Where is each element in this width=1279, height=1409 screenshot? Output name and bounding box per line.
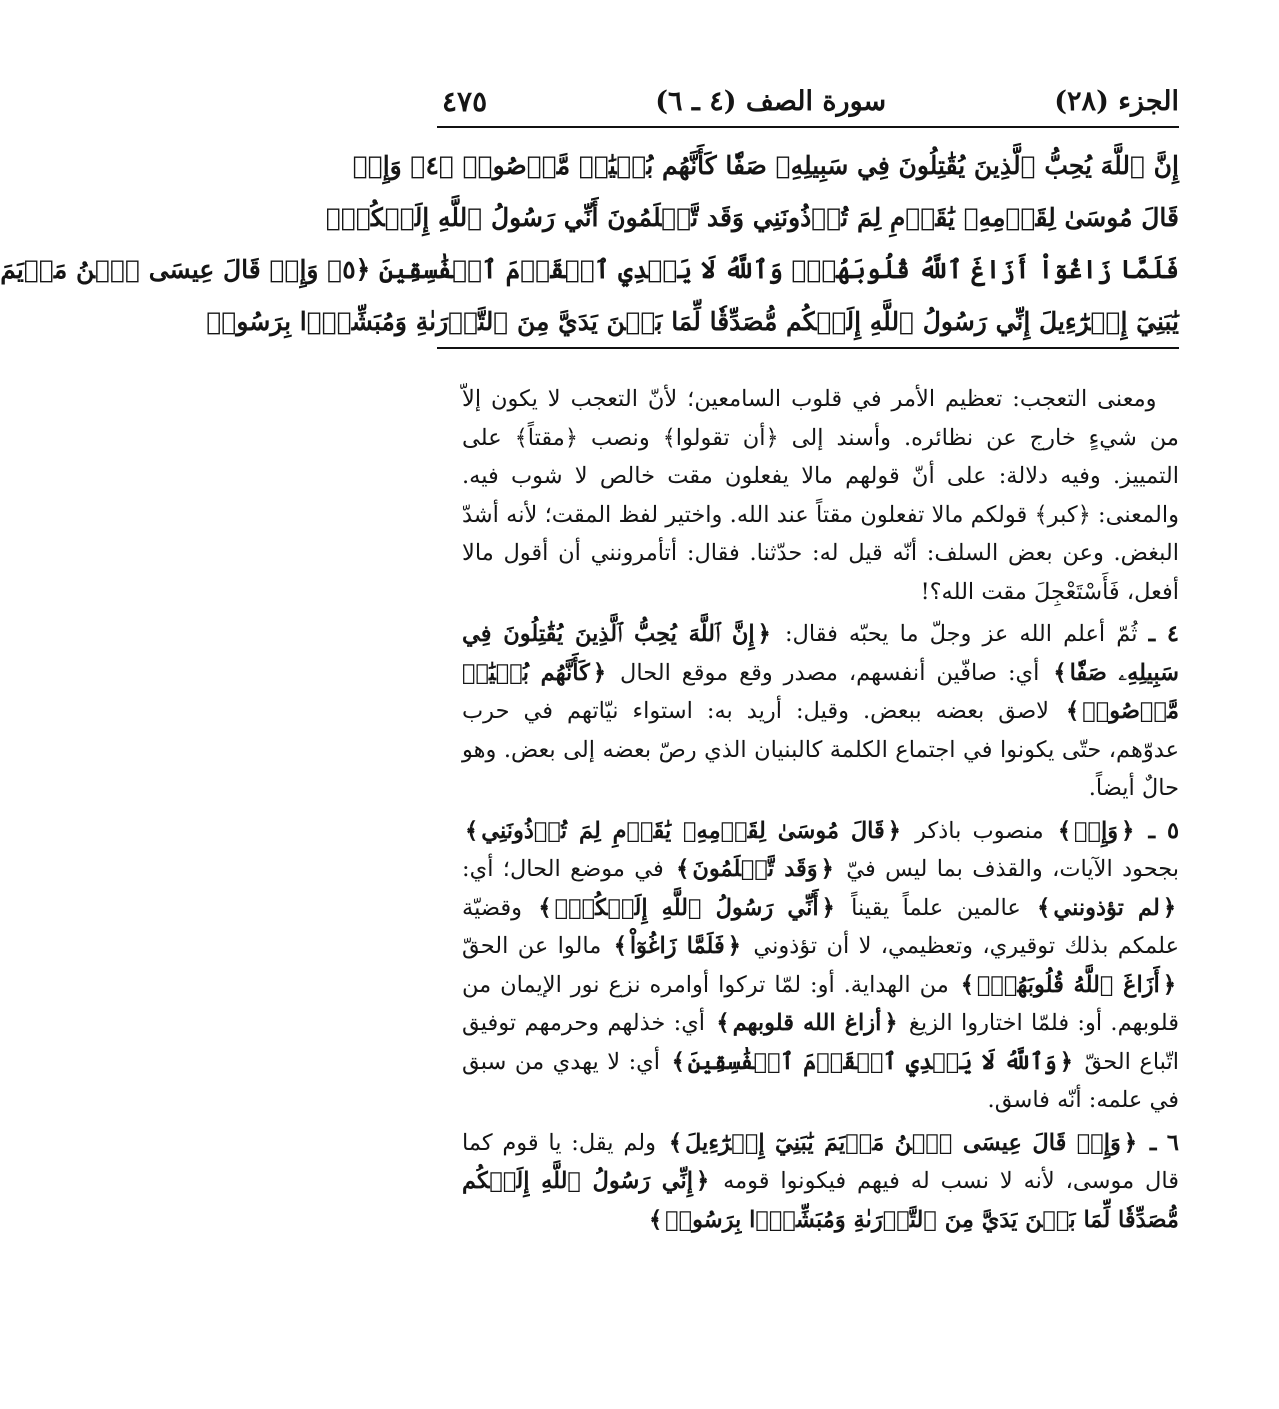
quran-quote: وَإِذۡ قَالَ عِيسَى ٱبۡنُ مَرۡيَمَ يَٰبَنِيٓ إِسۡرَٰٓءِيلَ [685, 1129, 1121, 1156]
quran-line: يَٰبَنِيٓ إِسۡرَٰٓءِيلَ إِنِّي رَسُولُ ٱللَّهِ إِلَيۡكُم مُّصَدِّقٗا لِّمَا بَيۡنَ يَدَيَّ مِنَ ٱلتَّوۡرَىٰةِ وَمُبَشِّرَۢا بِرَسُولٖ [206, 307, 1179, 336]
quran-quote: وَقَد تَّعۡلَمُونَ [692, 856, 818, 882]
surah-title: سورة الصف (٤ ـ ٦) [655, 85, 887, 117]
commentary-block [462, 380, 1179, 1239]
quran-quote: أَنِّي رَسُولُ ٱللَّهِ إِلَيۡكُمۡۖ [554, 894, 819, 921]
page-number: ٤٧٥ [442, 84, 488, 118]
quran-quote: وَٱللَّهُ لَا يَهۡدِي ٱلۡقَوۡمَ ٱلۡفَٰسِقِينَ [687, 1048, 1057, 1075]
verse-number: ٦ ـ [1149, 1129, 1180, 1156]
quran-quote: وَإِذۡ [1074, 817, 1119, 844]
page-header [442, 78, 1179, 124]
verse-number: ٤ ـ [1148, 621, 1180, 647]
quran-quote: فَلَمَّا زَاغُوٓاْ [629, 933, 725, 959]
commentary-intro: ومعنى التعجب: تعظيم الأمر في قلوب السامعين؛ لأنّ التعجب لا يكون إلاّ من شيءٍ خارج عن نظائره. وأسند إلى ﴿أن تقولوا﴾ ونصب ﴿مقتاً﴾ على التمييز. وفيه دلالة: على أنّ قولهم مالا يفعلون مقت خالص لا شوب فيه. والمعنى: ﴿كبر﴾ قولكم مالا تفعلون مقتاً عند الله. واختير لفظ المقت؛ لأنه أشدّ البغض. وعن بعض السلف: أنّه قيل له: حدّثنا. فقال: أتأمرونني أن أقول مالا أفعل، فَأَسْتَعْجِلَ مقت الله؟! [462, 386, 1179, 605]
quran-quote: لم تؤذونني [1053, 894, 1160, 921]
quran-quote: إِنِّي رَسُولُ ٱللَّهِ إِلَيۡكُم مُّصَدِّقٗا لِّمَا بَيۡنَ يَدَيَّ مِنَ ٱلتَّوۡرَىٰةِ وَمُبَشِّرَۢا بِرَسُولٖ [462, 1168, 1179, 1233]
quran-quote: أزاغ الله قلوبهم [732, 1010, 882, 1036]
quran-quote: إِنَّ ٱللَّهَ يُحِبُّ ٱلَّذِينَ يُقَٰتِلُونَ فِي سَبِيلِهِۦ صَفّٗا [462, 621, 1180, 686]
quran-line: قَالَ مُوسَىٰ لِقَوۡمِهِۦ يَٰقَوۡمِ لِمَ تُؤۡذُونَنِي وَقَد تَّعۡلَمُونَ أَنِّي رَسُولُ ٱللَّهِ إِلَيۡكُمۡۖ [325, 203, 1179, 232]
quran-separator-rule [437, 347, 1179, 349]
commentary-verse-4: ٤ ـ ثُمّ أعلم الله عز وجلّ ما يحبّه فقال: ﴿إِنَّ ٱللَّهَ يُحِبُّ ٱلَّذِينَ يُقَٰتِلُونَ فِي سَبِيلِهِۦ صَفّٗا﴾ أي: صافّين أنفسهم، مصدر وقع موقع الحال ﴿كَأَنَّهُم بُنۡيَٰنٞ مَّرۡصُوصٞ﴾ لاصق بعضه ببعض. وقيل: أريد به: استواء نيّاتهم في حرب عدوّهم، حتّى يكونوا في اجتماع الكلمة كالبنيان الذي رصّ بعضه إلى بعض. وهو حالٌ أيضاً. [462, 621, 1180, 801]
commentary-verse-5: ٥ ـ ﴿وَإِذۡ﴾ منصوب باذكر ﴿قَالَ مُوسَىٰ لِقَوۡمِهِۦ يَٰقَوۡمِ لِمَ تُؤۡذُونَنِي﴾ بجحود الآيات، والقذف بما ليس فيّ ﴿وَقَد تَّعۡلَمُونَ﴾ في موضع الحال؛ أي: ﴿لم تؤذونني﴾ عالمين علماً يقيناً ﴿أَنِّي رَسُولُ ٱللَّهِ إِلَيۡكُمۡۖ﴾ وقضيّة علمكم بذلك توقيري، وتعظيمي، لا أن تؤذوني ﴿فَلَمَّا زَاغُوٓاْ﴾ مالوا عن الحقّ ﴿أَزَاغَ ٱللَّهُ قُلُوبَهُمۡۚ﴾ من الهداية. أو: لمّا تركوا أوامره نزع نور الإيمان من قلوبهم. أو: فلمّا اختاروا الزيغ ﴿أزاغ الله قلوبهم﴾ أي: خذلهم وحرمهم توفيق اتّباع الحقّ ﴿وَٱللَّهُ لَا يَهۡدِي ٱلۡقَوۡمَ ٱلۡفَٰسِقِينَ﴾ أي: لا يهدي من سبق في علمه: أنّه فاسق. [462, 817, 1180, 1113]
quran-quote: كَأَنَّهُم بُنۡيَٰنٞ مَّرۡصُوصٞ [462, 659, 1179, 724]
quran-quote: قَالَ مُوسَىٰ لِقَوۡمِهِۦ يَٰقَوۡمِ لِمَ تُؤۡذُونَنِي [481, 817, 885, 844]
quran-line: فَلَمَّا زَاغُوٓاْ أَزَاغَ ٱللَّهُ قُلُوبَهُمۡۚ وَٱللَّهُ لَا يَهۡدِي ٱلۡقَوۡمَ ٱلۡفَٰسِقِينَ ﴿٥﴾ وَإِذۡ قَالَ عِيسَى ٱبۡنُ مَرۡيَمَ [0, 255, 1179, 284]
quran-text-block [0, 140, 1179, 350]
verse-number: ٥ ـ [1148, 817, 1180, 844]
commentary-verse-6: ٦ ـ ﴿وَإِذۡ قَالَ عِيسَى ٱبۡنُ مَرۡيَمَ يَٰبَنِيٓ إِسۡرَٰٓءِيلَ﴾ ولم يقل: يا قوم كما قال موسى، لأنه لا نسب له فيهم فيكونوا قومه ﴿إِنِّي رَسُولُ ٱللَّهِ إِلَيۡكُم مُّصَدِّقٗا لِّمَا بَيۡنَ يَدَيَّ مِنَ ٱلتَّوۡرَىٰةِ وَمُبَشِّرَۢا بِرَسُولٖ﴾ [462, 1129, 1180, 1233]
quran-quote: أَزَاغَ ٱللَّهُ قُلُوبَهُمۡۚ [976, 971, 1160, 998]
juz-label: الجزء (٢٨) [1054, 85, 1179, 117]
quran-line: إِنَّ ٱللَّهَ يُحِبُّ ٱلَّذِينَ يُقَٰتِلُونَ فِي سَبِيلِهِۦ صَفّٗا كَأَنَّهُم بُنۡيَٰنٞ مَّرۡصُوصٞ ﴿٤﴾ وَإِذۡ [352, 151, 1179, 180]
header-rule [437, 126, 1179, 128]
